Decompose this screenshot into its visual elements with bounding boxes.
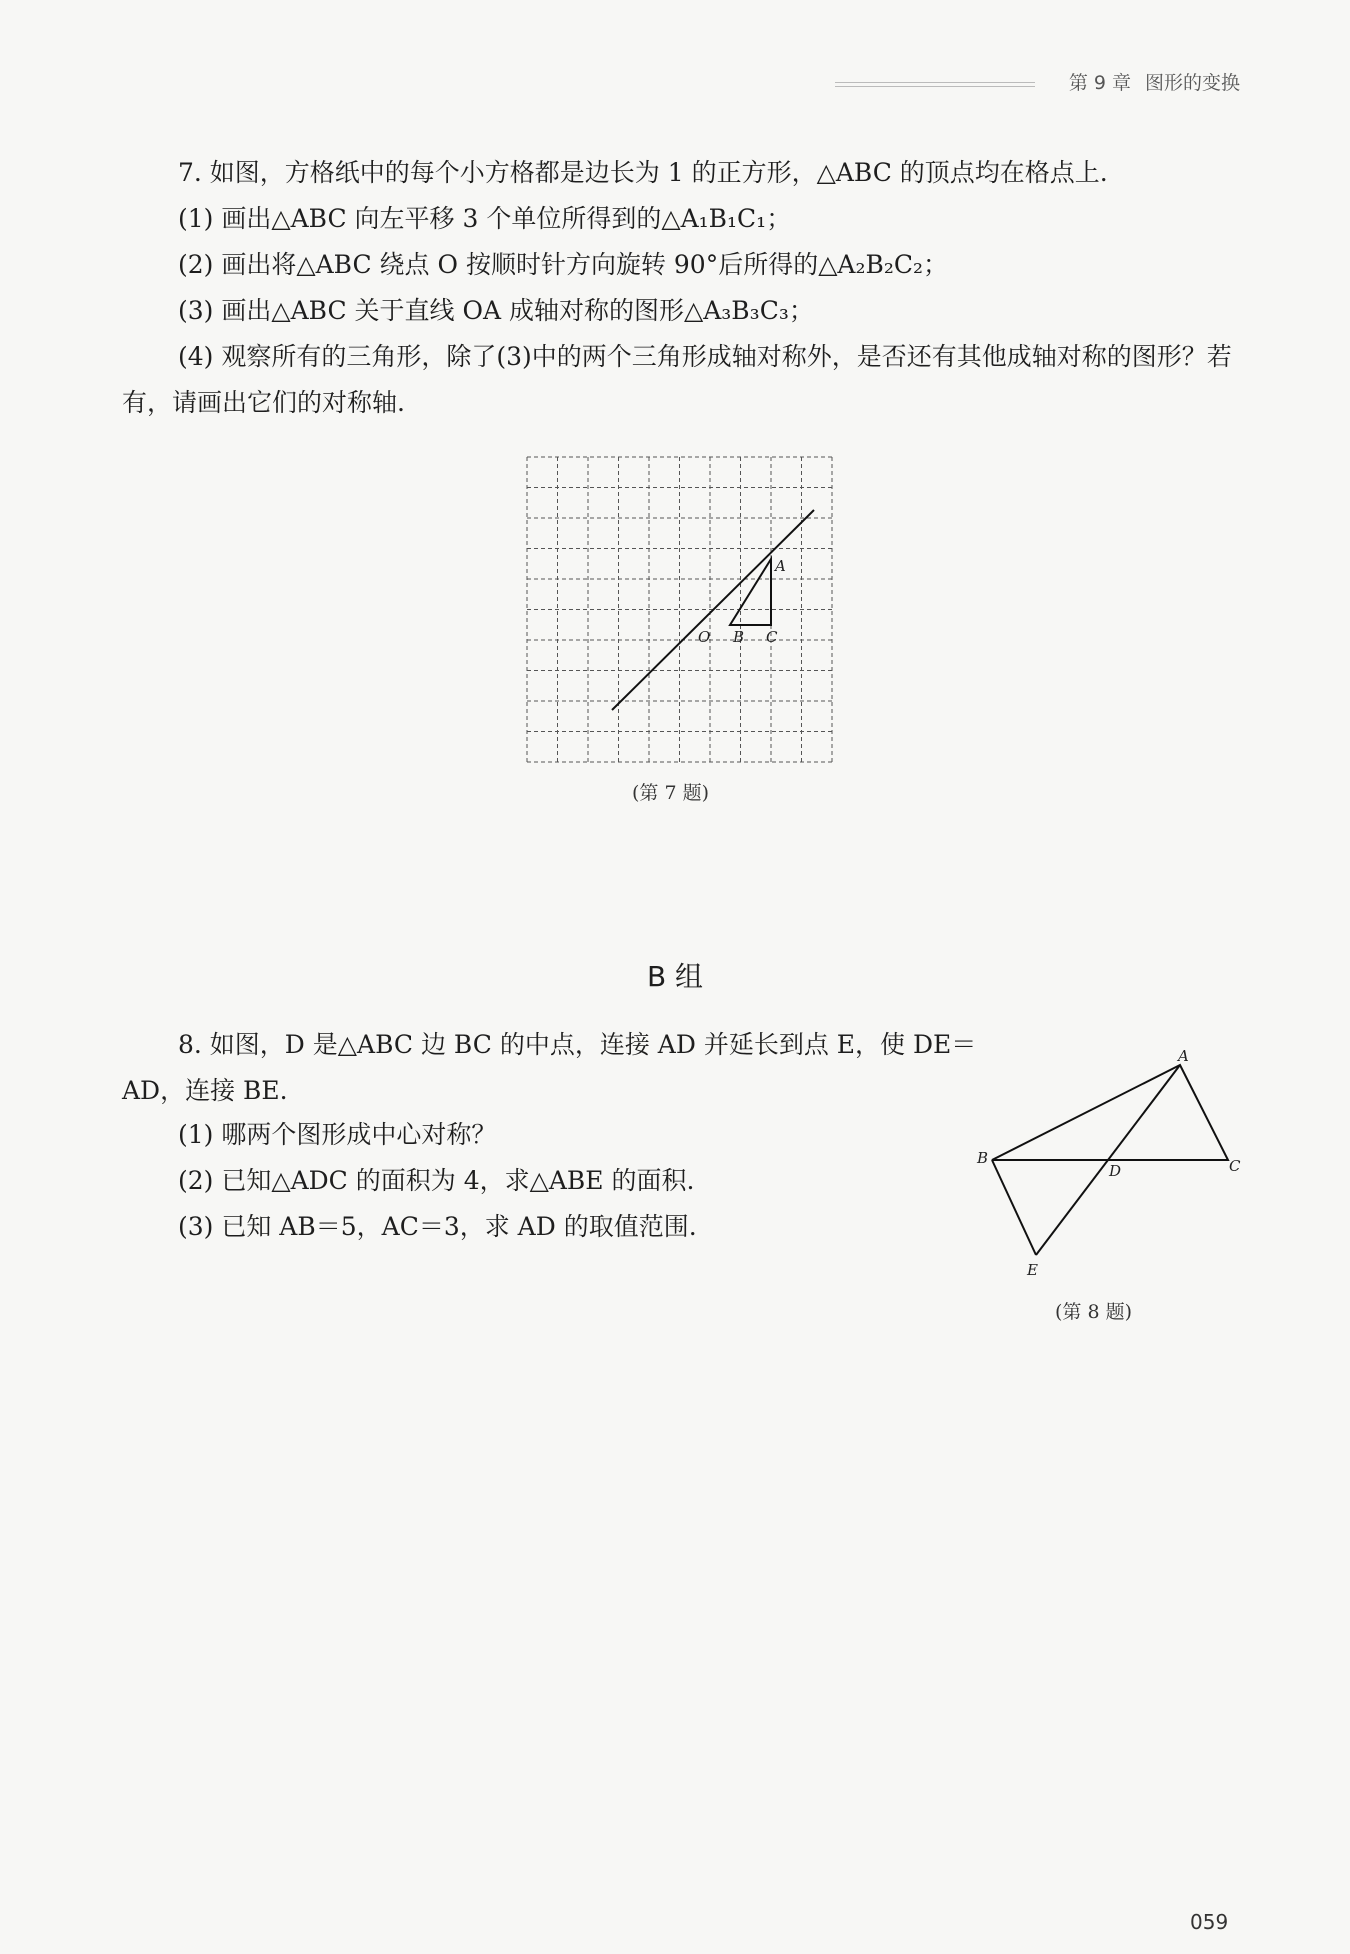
q8-part3: (3) 已知 AB＝5，AC＝3，求 AD 的取值范围.	[178, 1212, 697, 1241]
q8-part2: (2) 已知△ADC 的面积为 4，求△ABE 的面积.	[178, 1166, 695, 1195]
q7-caption: (第 7 题)	[632, 782, 709, 804]
label-A: A	[775, 557, 786, 575]
label-C: C	[1229, 1157, 1241, 1175]
q7-part1: (1) 画出△ABC 向左平移 3 个单位所得到的△A₁B₁C₁；	[178, 204, 792, 233]
chapter-label: 第 9 章	[1068, 72, 1131, 94]
label-O: O	[698, 628, 711, 646]
label-C: C	[766, 628, 778, 646]
q7-stem: 7. 如图，方格纸中的每个小方格都是边长为 1 的正方形，△ABC 的顶点均在格点上.	[178, 158, 1108, 187]
label-B: B	[733, 628, 745, 646]
page-number: 059	[1190, 1910, 1229, 1934]
segment-BE	[992, 1160, 1036, 1255]
header-decoration	[835, 82, 1035, 90]
label-E: E	[1027, 1261, 1038, 1279]
q7-grid-figure	[520, 455, 840, 770]
q8-caption: (第 8 题)	[1055, 1301, 1132, 1323]
section-heading: B 组	[646, 960, 704, 993]
running-header	[1069, 68, 1240, 95]
q8-stem: 8. 如图，D 是△ABC 边 BC 的中点，连接 AD 并延长到点 E，使 DE＝AD，连接 BE.	[122, 1030, 977, 1105]
triangle-ABC	[730, 559, 771, 625]
label-B: B	[977, 1149, 989, 1167]
triangle-ABC	[992, 1065, 1228, 1160]
grid-lines	[527, 457, 832, 762]
q7-part2: (2) 画出将△ABC 绕点 O 按顺时针方向旋转 90°后所得的△A₂B₂C₂；	[178, 250, 949, 279]
q8-part1: (1) 哪两个图形成中心对称？	[178, 1120, 497, 1149]
q7-part3: (3) 画出△ABC 关于直线 OA 成轴对称的图形△A₃B₃C₃；	[178, 296, 814, 325]
chapter-title: 图形的变换	[1144, 72, 1240, 94]
label-D: D	[1109, 1162, 1122, 1180]
q8-triangle-figure	[970, 1045, 1250, 1285]
label-A: A	[1178, 1047, 1189, 1065]
q7-part4: (4) 观察所有的三角形，除了(3)中的两个三角形成轴对称外，是否还有其他成轴对称的图形？若有，请画出它们的对称轴.	[122, 342, 1232, 417]
